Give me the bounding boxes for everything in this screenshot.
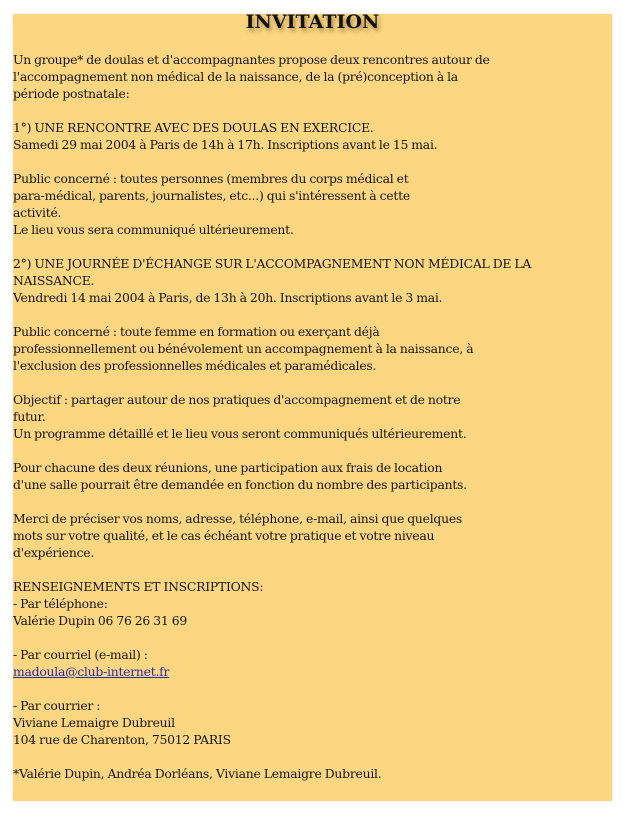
footnote <box>13 765 603 782</box>
text-line: période postnatale: <box>13 86 130 101</box>
mail-name: Viviane Lemaigre Dubreuil <box>13 715 175 730</box>
meeting2-heading: 2°) UNE JOURNÉE D'ÉCHANGE SUR L'ACCOMPAGNEMENT NON MÉDICAL DE LA <box>13 256 532 271</box>
text-line: para-médical, parents, journalistes, etc...) qui s'intéressent à cette <box>13 188 410 203</box>
phone-label: - Par téléphone: <box>13 596 108 611</box>
meeting2-public <box>13 323 603 374</box>
email-label: - Par courriel (e-mail) : <box>13 647 148 662</box>
text-line: Objectif : partager autour de nos pratiques d'accompagnement et de notre <box>13 392 461 407</box>
text-line: l'exclusion des professionnelles médicales et paramédicales. <box>13 358 377 373</box>
text-line: d'expérience. <box>13 545 95 560</box>
contact-mail <box>13 697 603 748</box>
request-paragraph <box>13 510 603 561</box>
intro-paragraph <box>13 51 603 102</box>
text-line: d'une salle pourrait être demandée en fonction du nombre des participants. <box>13 477 467 492</box>
mail-address: 104 rue de Charenton, 75012 PARIS <box>13 732 231 747</box>
meeting2-heading: NAISSANCE. <box>13 273 95 288</box>
text-line: activité. <box>13 205 62 220</box>
text-line: mots sur votre qualité, et le cas échéant votre pratique et votre niveau <box>13 528 435 543</box>
footnote-text: *Valérie Dupin, Andréa Dorléans, Viviane Lemaigre Dubreuil. <box>13 766 382 781</box>
text-line: Pour chacune des deux réunions, une participation aux frais de location <box>13 460 443 475</box>
meeting2-section <box>13 255 603 306</box>
contact-phone <box>13 578 603 629</box>
meeting1-date: Samedi 29 mai 2004 à Paris de 14h à 17h. Inscriptions avant le 15 mai. <box>13 137 438 152</box>
page-title: INVITATION <box>245 11 380 33</box>
text-line: professionnellement ou bénévolement un accompagnement à la naissance, à <box>13 341 474 356</box>
phone-value: Valérie Dupin 06 76 26 31 69 <box>13 613 187 628</box>
text-line: Public concerné : toute femme en formation ou exerçant déjà <box>13 324 380 339</box>
invitation-panel <box>13 11 612 801</box>
meeting1-section <box>13 119 603 153</box>
contact-heading: RENSEIGNEMENTS ET INSCRIPTIONS: <box>13 579 264 594</box>
text-line: Un programme détaillé et le lieu vous seront communiqués ultérieurement. <box>13 426 467 441</box>
meeting2-date: Vendredi 14 mai 2004 à Paris, de 13h à 20h. Inscriptions avant le 3 mai. <box>13 290 443 305</box>
text-line: Le lieu vous sera communiqué ultérieurement. <box>13 222 294 237</box>
text-line: Merci de préciser vos noms, adresse, téléphone, e-mail, ainsi que quelques <box>13 511 463 526</box>
mail-label: - Par courrier : <box>13 698 101 713</box>
contact-email <box>13 646 603 680</box>
meeting1-public <box>13 170 603 238</box>
text-line: Un groupe* de doulas et d'accompagnantes propose deux rencontres autour de <box>13 52 490 67</box>
meeting1-heading: 1°) UNE RENCONTRE AVEC DES DOULAS EN EXERCICE. <box>13 120 374 135</box>
text-line: futur. <box>13 409 46 424</box>
text-line: l'accompagnement non médical de la naissance, de la (pré)conception à la <box>13 69 458 84</box>
meeting2-objective <box>13 391 603 442</box>
invitation-body <box>13 51 603 799</box>
text-line: Public concerné : toutes personnes (membres du corps médical et <box>13 171 409 186</box>
email-link[interactable]: madoula@club-internet.fr <box>13 664 170 679</box>
fees-paragraph <box>13 459 603 493</box>
